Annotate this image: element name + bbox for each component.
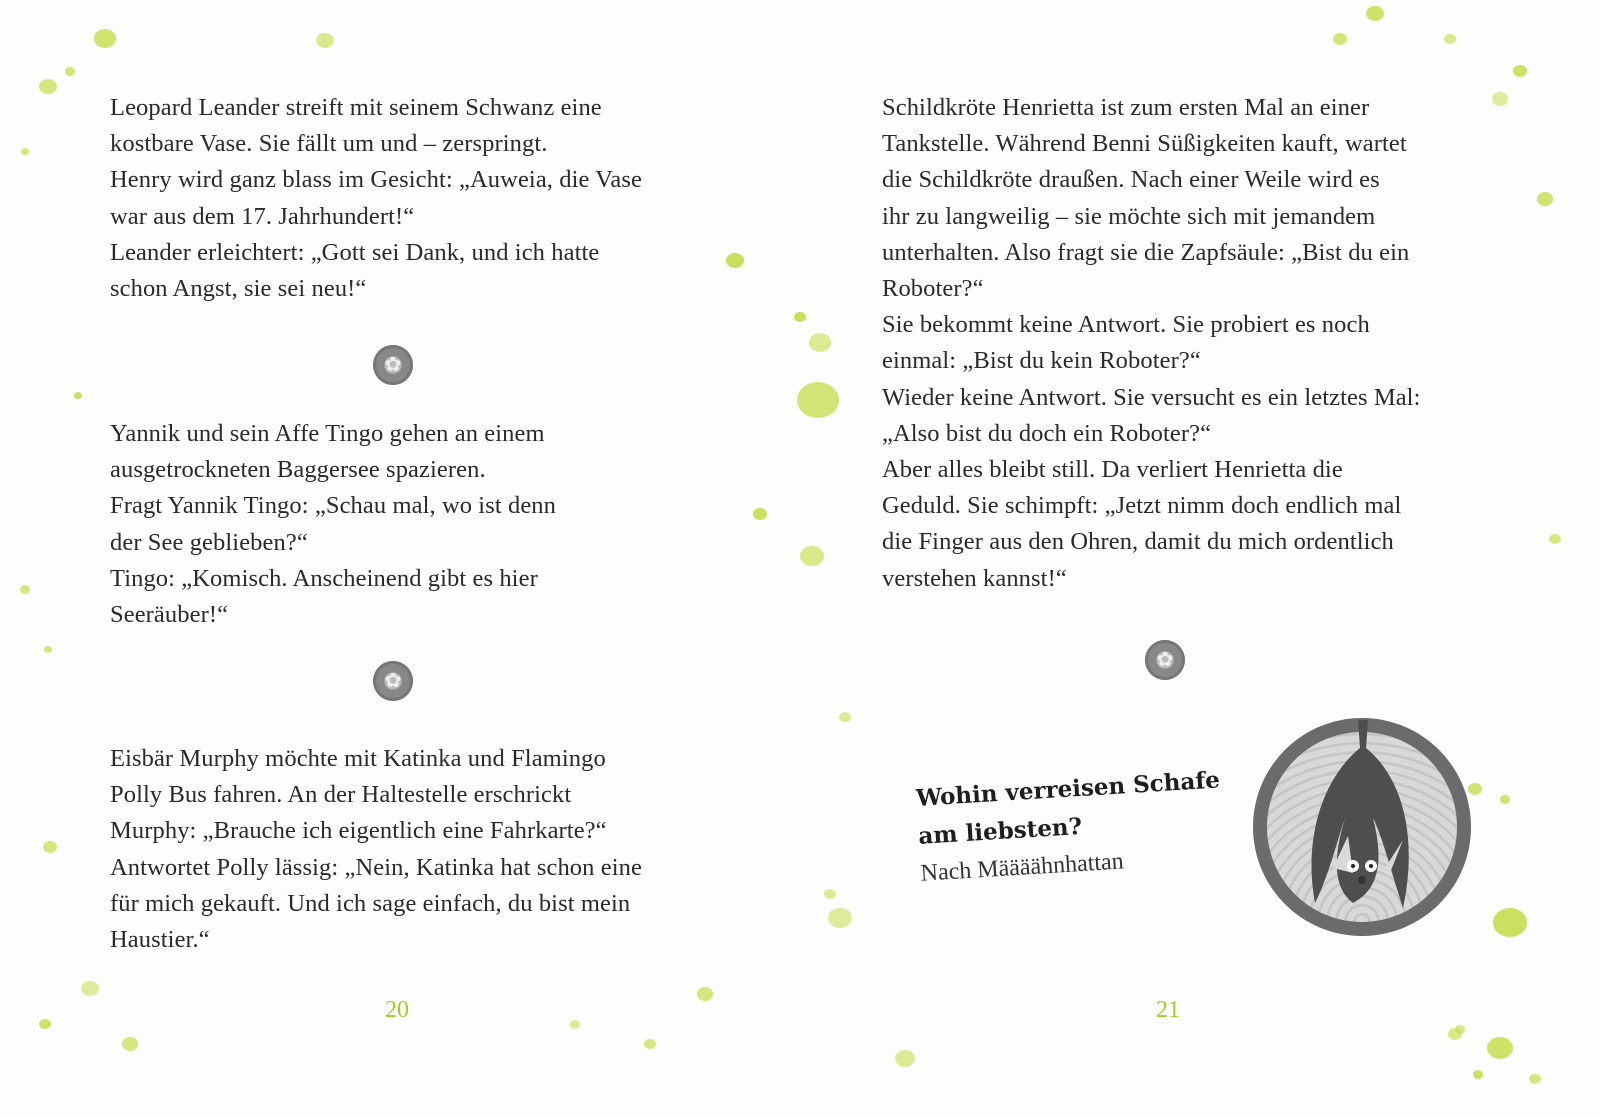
text-line: Yannik und sein Affe Tingo gehen an einem [110,420,545,447]
text-line: Schildkröte Henrietta ist zum ersten Mal an einer [882,94,1370,121]
riddle-answer: Nach Määäähnhattan [919,848,1125,887]
text-line: Sie bekommt keine Antwort. Sie probiert es noch [882,311,1370,339]
text-line: Henry wird ganz blass im Gesicht: „Auweia, die Vase [110,166,642,194]
text-line: der See geblieben?“ [110,528,308,556]
text-line: Tankstelle. Während Benni Süßigkeiten kauft, wartet [882,130,1407,158]
text-line: Polly Bus fahren. An der Haltestelle erschrickt [110,781,572,809]
ornament-divider-icon [373,661,413,701]
ornament-divider-icon [1145,640,1185,680]
text-line: Tingo: „Komisch. Anscheinend gibt es hier [110,564,538,592]
text-line: einmal: „Bist du kein Roboter?“ [882,347,1201,375]
text-line: verstehen kannst!“ [882,564,1067,592]
text-line: Roboter?“ [882,275,984,302]
text-line: Eisbär Murphy möchte mit Katinka und Flamingo [110,745,606,772]
text-line: ausgetrockneten Baggersee spazieren. [110,456,486,484]
text-line: ihr zu langweilig – sie möchte sich mit jemandem [882,202,1376,230]
text-line: für mich gekauft. Und ich sage einfach, du bist mein [110,889,631,917]
page-number: 20 [385,997,409,1023]
text-line: Murphy: „Brauche ich eigentlich eine Fahrkarte?“ [110,817,607,845]
text-line: Geduld. Sie schimpft: „Jetzt nimm doch endlich mal [882,492,1402,520]
text-line: schon Angst, sie sei neu!“ [110,275,367,302]
text-line: kostbare Vase. Sie fällt um und – zerspringt. [110,130,548,158]
text-line: Leopard Leander streift mit seinem Schwanz eine [110,94,602,121]
text-line: unterhalten. Also fragt sie die Zapfsäule: „Bist du ein [882,238,1410,266]
ornament-divider-icon [373,345,413,385]
riddle-question-line: Wohin verreisen Schafe [915,766,1221,812]
riddle [915,761,1225,891]
text-line: Wieder keine Antwort. Sie versucht es ein letztes Mal: [882,383,1421,411]
page-number: 21 [1156,997,1180,1023]
text-line: Fragt Yannik Tingo: „Schau mal, wo ist denn [110,492,557,520]
riddle-question-line: am liebsten? [917,812,1083,850]
text-line: Seeräuber!“ [110,601,229,628]
text-line: Leander erleichtert: „Gott sei Dank, und ich hatte [110,238,600,266]
text-line: Haustier.“ [110,926,210,953]
right-page [800,0,1600,1117]
text-line: war aus dem 17. Jahrhundert!“ [110,202,415,230]
text-line: Aber alles bleibt still. Da verliert Henrietta die [882,456,1343,483]
hanging-bat-icon [1253,718,1471,936]
text-line: „Also bist du doch ein Roboter?“ [882,419,1212,447]
text-line: die Schildkröte draußen. Nach einer Weile wird es [882,166,1380,194]
bat-illustration [1253,718,1471,936]
text-line: die Finger aus den Ohren, damit du mich ordentlich [882,528,1394,556]
text-line: Antwortet Polly lässig: „Nein, Katinka hat schon eine [110,853,642,881]
